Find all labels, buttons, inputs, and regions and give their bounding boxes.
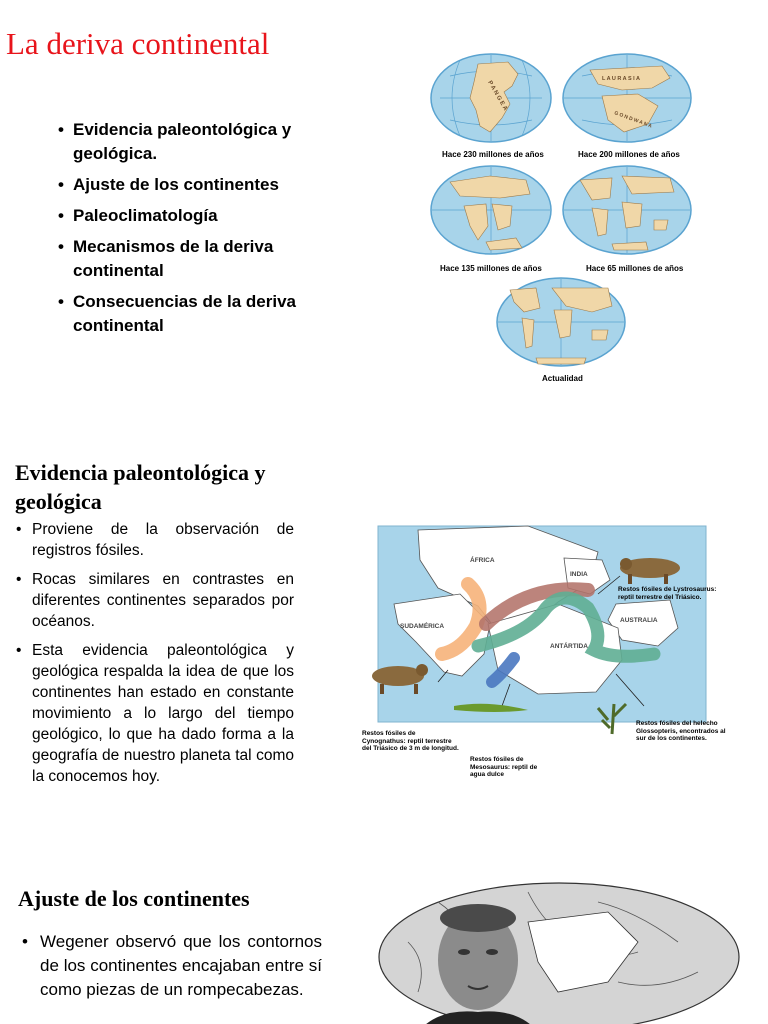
slide-deriva-continental [0, 0, 768, 420]
slide-evidencia [0, 440, 768, 840]
map-caption: Hace 200 millones de años [578, 150, 680, 159]
wegener-portrait-map [378, 882, 740, 1024]
map-65-ma [562, 164, 692, 256]
note-cynognathus: Restos fósiles de Cynognathus: reptil terrestre del Triásico de 3 m de longitud. [362, 730, 459, 752]
map-caption: Hace 65 millones de años [586, 264, 684, 273]
fit-item: • Wegener observó que los contornos de los continentes encajaban entre sí como piezas de un rompecabezas. [22, 930, 322, 1002]
note-lystrosaurus: Restos fósiles de Lystrosaurus: reptil terrestre del Triásico. [618, 586, 717, 601]
slide-ajuste-continentes [0, 862, 768, 1024]
topic-item: • Evidencia paleontológica y geológica. [56, 118, 356, 166]
evidence-item: • Proviene de la observación de registros fósiles. [14, 519, 294, 561]
evidence-item: • Rocas similares en contrastes en diferentes continentes separados por océanos. [14, 569, 294, 632]
topic-list [56, 118, 356, 345]
map-caption: Hace 135 millones de años [440, 264, 542, 273]
evidence-list [14, 519, 294, 795]
label-india: INDIA [570, 571, 588, 578]
section-title: Ajuste de los continentes [18, 886, 250, 911]
map-200-ma [562, 52, 692, 144]
label-australia: AUSTRALIA [620, 617, 658, 624]
map-present [496, 276, 626, 368]
pangea-label: P A N G E A [486, 80, 509, 112]
continental-drift-maps [420, 50, 710, 390]
note-glossopteris: Restos fósiles del helecho Glossopteris, encontrados al sur de los continentes. [636, 720, 726, 742]
map-230-ma [430, 52, 552, 144]
topic-item: • Ajuste de los continentes [56, 173, 356, 197]
label-africa: ÁFRICA [470, 557, 495, 564]
map-135-ma [430, 164, 552, 256]
fossil-distribution-map [358, 524, 728, 786]
label-south-america: SUDAMÉRICA [400, 623, 445, 630]
topic-item: • Mecanismos de la deriva continental [56, 235, 356, 283]
map-caption: Hace 230 millones de años [442, 150, 544, 159]
section-title: Evidencia paleontológica y geológica [15, 460, 266, 514]
topic-item: • Consecuencias de la deriva continental [56, 290, 356, 338]
fit-list [22, 930, 322, 1002]
gondwana-label: G O N D W A N A [613, 110, 653, 130]
laurasia-label: L A U R A S I A [602, 76, 640, 82]
slide-title: La deriva continental [6, 26, 270, 61]
evidence-item: • Esta evidencia paleontológica y geológica respalda la idea de que los continentes han estado en constante movimiento a lo largo del tiempo geológico, lo que ha dado forma a la geografía de nuestro planeta tal como la conocemos hoy. [14, 640, 294, 787]
map-caption: Actualidad [542, 374, 583, 383]
label-antarctica: ANTÁRTIDA [550, 643, 588, 650]
note-mesosaurus: Restos fósiles de Mesosaurus: reptil de agua dulce [470, 756, 538, 778]
topic-item: • Paleoclimatología [56, 204, 356, 228]
